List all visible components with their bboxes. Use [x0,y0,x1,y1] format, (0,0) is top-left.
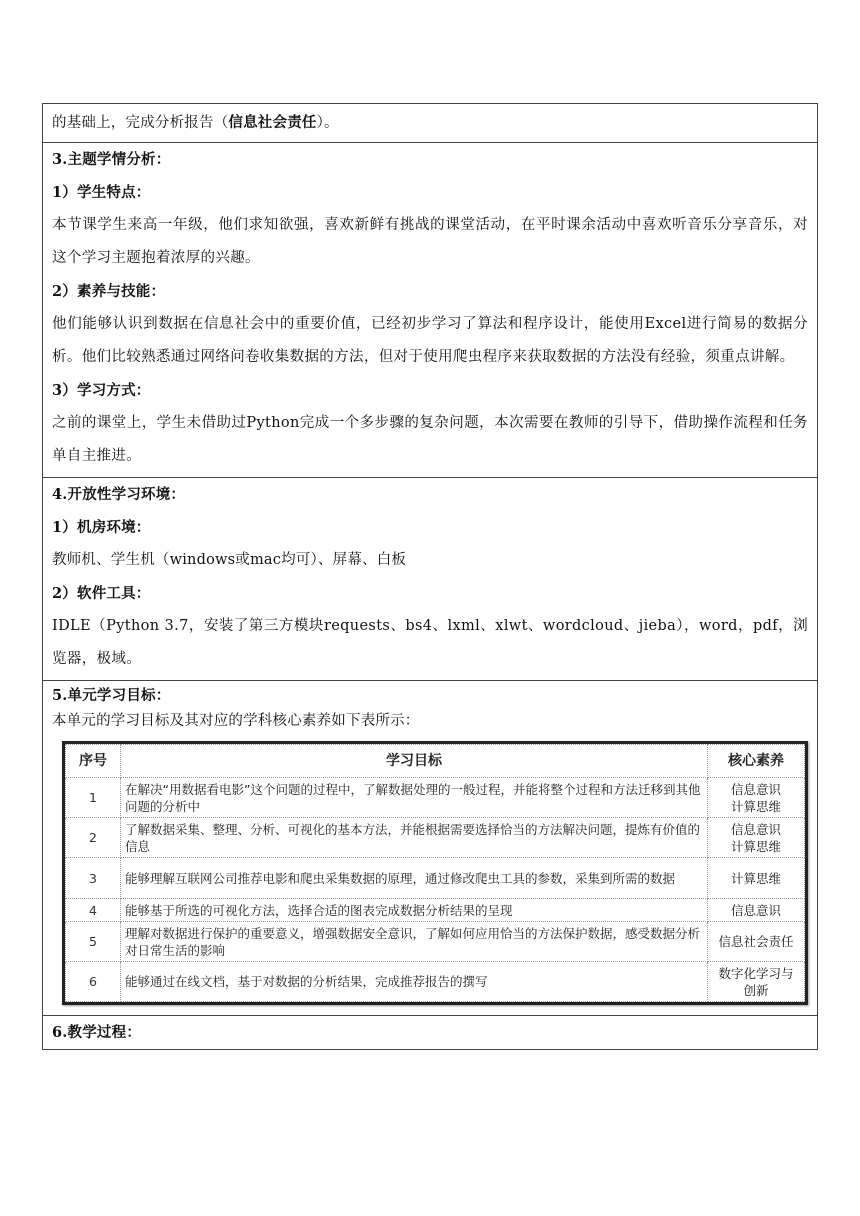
objective-core: 信息意识 计算思维 [708,818,805,858]
objective-goal: 在解决“用数据看电影”这个问题的过程中，了解数据处理的一般过程，并能将整个过程和方法迁移到其他问题的分析中 [121,778,708,818]
section4-sub2-heading: 2）软件工具： [52,585,151,602]
cell-intro [43,104,818,143]
objective-row [66,922,805,962]
section4-sub2-text: IDLE（Python 3.7，安装了第三方模块requests、bs4、lxml、xlwt、wordcloud、jieba），word，pdf，浏览器，极域。 [52,618,808,667]
section3-sub1-heading: 1）学生特点： [52,184,151,201]
section5-intro: 本单元的学习目标及其对应的学科核心素养如下表所示： [52,713,420,729]
section5-heading: 5.单元学习目标： [52,687,171,704]
objective-no: 5 [66,922,121,962]
section3-sub2-text: 他们能够认识到数据在信息社会中的重要价值，已经初步学习了算法和程序设计，能使用Excel进行简易的数据分析。他们比较熟悉通过网络问卷收集数据的方法，但对于使用爬虫程序来获取数据的方法没有经验，须重点讲解。 [52,316,808,365]
cell-section6 [43,1016,818,1050]
row-section4 [43,478,818,681]
section6-heading: 6.教学过程： [52,1024,142,1041]
objective-goal: 理解对数据进行保护的重要意义，增强数据安全意识，了解如何应用恰当的方法保护数据，感受数据分析对日常生活的影响 [121,922,708,962]
objective-goal: 了解数据采集、整理、分析、可视化的基本方法，并能根据需要选择恰当的方法解决问题，提炼有价值的信息 [121,818,708,858]
cell-section4 [43,478,818,681]
cell-section3 [43,143,818,478]
intro-line [52,104,808,141]
section3-sub3-heading: 3）学习方式： [52,382,151,399]
section4-sub1-heading: 1）机房环境： [52,519,151,536]
section3-sub3-text: 之前的课堂上，学生未借助过Python完成一个多步骤的复杂问题，本次需要在教师的引导下，借助操作流程和任务单自主推进。 [52,415,808,464]
objective-goal: 能够理解互联网公司推荐电影和爬虫采集数据的原理，通过修改爬虫工具的参数，采集到所需的数据 [121,858,708,899]
lesson-plan-table [42,103,818,1050]
header-goal: 学习目标 [121,745,708,778]
objective-core: 数字化学习与 创新 [708,962,805,1002]
objective-row [66,778,805,818]
intro-prefix: 的基础上，完成分析报告（ [52,115,229,131]
header-core: 核心素养 [708,745,805,778]
intro-bold: 信息社会责任 [228,114,317,131]
objective-goal: 能够通过在线文档，基于对数据的分析结果，完成推荐报告的撰写 [121,962,708,1002]
objective-goal: 能够基于所选的可视化方法，选择合适的图表完成数据分析结果的呈现 [121,899,708,922]
objective-no: 3 [66,858,121,899]
objectives-table [65,744,805,1002]
row-section3 [43,143,818,478]
intro-suffix: ）。 [316,115,339,131]
objective-no: 4 [66,899,121,922]
row-section5 [43,681,818,1016]
objective-no: 6 [66,962,121,1002]
section3-sub2-heading: 2）素养与技能： [52,283,166,300]
row-section6 [43,1016,818,1050]
objective-row [66,962,805,1002]
objective-core: 信息意识 [708,899,805,922]
section4-sub1-text: 教师机、学生机（windows或mac均可）、屏幕、白板 [52,552,407,568]
header-no: 序号 [66,745,121,778]
objective-row [66,858,805,899]
objective-row [66,899,805,922]
objective-row [66,818,805,858]
section4-heading: 4.开放性学习环境： [52,486,186,503]
cell-section5 [43,681,818,1016]
objective-core: 信息意识 计算思维 [708,778,805,818]
objective-no: 2 [66,818,121,858]
section3-sub1-text: 本节课学生来高一年级，他们求知欲强，喜欢新鲜有挑战的课堂活动，在平时课余活动中喜欢听音乐分享音乐，对这个学习主题抱着浓厚的兴趣。 [52,217,808,266]
row-intro [43,104,818,143]
section3-heading: 3.主题学情分析： [52,151,171,168]
objective-no: 1 [66,778,121,818]
objectives-header-row [66,745,805,778]
objective-core: 信息社会责任 [708,922,805,962]
objectives-table-frame [62,741,808,1005]
objective-core: 计算思维 [708,858,805,899]
